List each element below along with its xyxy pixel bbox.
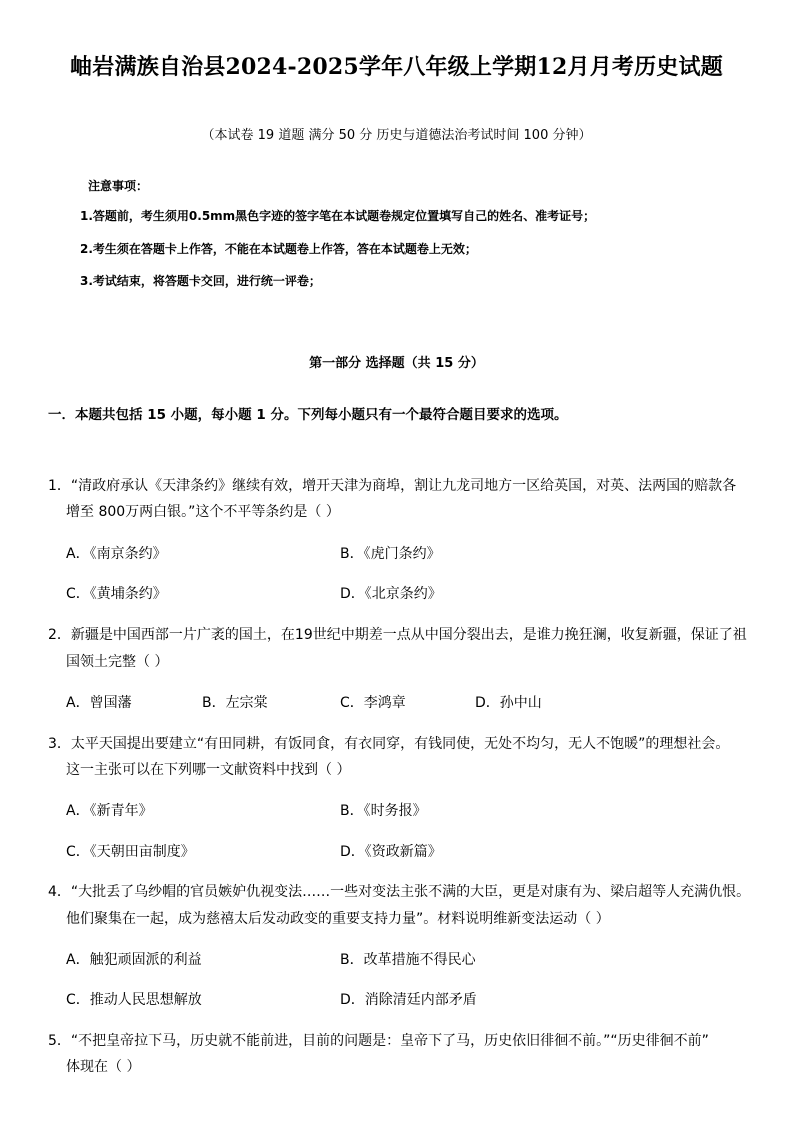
question-3-line-1: 3．太平天国提出要建立“有田同耕，有饭同食，有衣同穿，有钱同使，无处不均匀，无人不饱暖”的理想社会。 xyxy=(48,736,730,752)
question-2-line-1: 2．新疆是中国西部一片广袤的国土，在19世纪中期差一点从中国分裂出去，是谁力挽狂澜，收复新疆，保证了祖 xyxy=(48,627,747,643)
exam-title: 岫岩满族自治县2024-2025学年八年级上学期12月月考历史试题 xyxy=(70,54,723,80)
notice-heading: 注意事项： xyxy=(88,179,149,193)
question-3-line-2: 这一主张可以在下列哪一文献资料中找到（ ） xyxy=(66,762,351,778)
question-1-option-d: D．《北京条约》 xyxy=(340,586,442,602)
question-3-option-c: C．《天朝田亩制度》 xyxy=(66,844,195,860)
question-5-line-1: 5．“不把皇帝拉下马，历史就不能前进，目前的问题是：皇帝下了马，历史依旧徘徊不前。”“历史徘徊不前” xyxy=(48,1033,709,1049)
question-1-option-a: A．《南京条约》 xyxy=(66,546,167,562)
question-2-line-2: 国领土完整（ ） xyxy=(66,654,169,670)
question-4-option-b: B．改革措施不得民心 xyxy=(340,952,476,968)
question-3-option-a: A．《新青年》 xyxy=(66,803,153,819)
section-instruction: 一．本题共包括 15 小题，每小题 1 分。下列每小题只有一个最符合题目要求的选项。 xyxy=(48,407,568,423)
question-3-option-d: D．《资政新篇》 xyxy=(340,844,442,860)
question-1-line-2: 增至 800万两白银。”这个不平等条约是（ ） xyxy=(66,504,340,520)
question-5-line-2: 体现在（ ） xyxy=(66,1059,141,1075)
notice-item-2: 2.考生须在答题卡上作答，不能在本试题卷上作答，答在本试题卷上无效； xyxy=(80,242,477,256)
question-4-option-c: C．推动人民思想解放 xyxy=(66,992,202,1008)
question-2-option-b: B．左宗棠 xyxy=(202,695,268,711)
question-4-option-a: A．触犯顽固派的利益 xyxy=(66,952,202,968)
question-2-option-d: D．孙中山 xyxy=(475,695,542,711)
question-3-option-b: B．《时务报》 xyxy=(340,803,427,819)
question-4-line-1: 4．“大批丢了乌纱帽的官员嫉妒仇视变法……一些对变法主张不满的大臣，更是对康有为、梁启超等人充满仇恨。 xyxy=(48,884,751,900)
question-1-option-b: B．《虎门条约》 xyxy=(340,546,441,562)
question-1-option-c: C．《黄埔条约》 xyxy=(66,586,167,602)
notice-item-1: 1.答题前，考生须用0.5mm黑色字迹的签字笔在本试题卷规定位置填写自己的姓名、准考证号； xyxy=(80,209,596,223)
part-title: 第一部分 选择题（共 15 分） xyxy=(309,356,484,371)
question-2-option-c: C．李鸿章 xyxy=(340,695,406,711)
question-2-option-a: A．曾国藩 xyxy=(66,695,132,711)
notice-item-3: 3.考试结束，将答题卡交回，进行统一评卷； xyxy=(80,274,321,288)
exam-info: （本试卷 19 道题 满分 50 分 历史与道德法治考试时间 100 分钟） xyxy=(201,128,592,143)
question-4-line-2: 他们聚集在一起，成为慈禧太后发动政变的重要支持力量”。材料说明维新变法运动（ ） xyxy=(66,911,610,927)
question-1-line-1: 1．“清政府承认《天津条约》继续有效，增开天津为商埠，割让九龙司地方一区给英国，对英、法两国的赔款各 xyxy=(48,478,737,494)
question-4-option-d: D．消除清廷内部矛盾 xyxy=(340,992,477,1008)
